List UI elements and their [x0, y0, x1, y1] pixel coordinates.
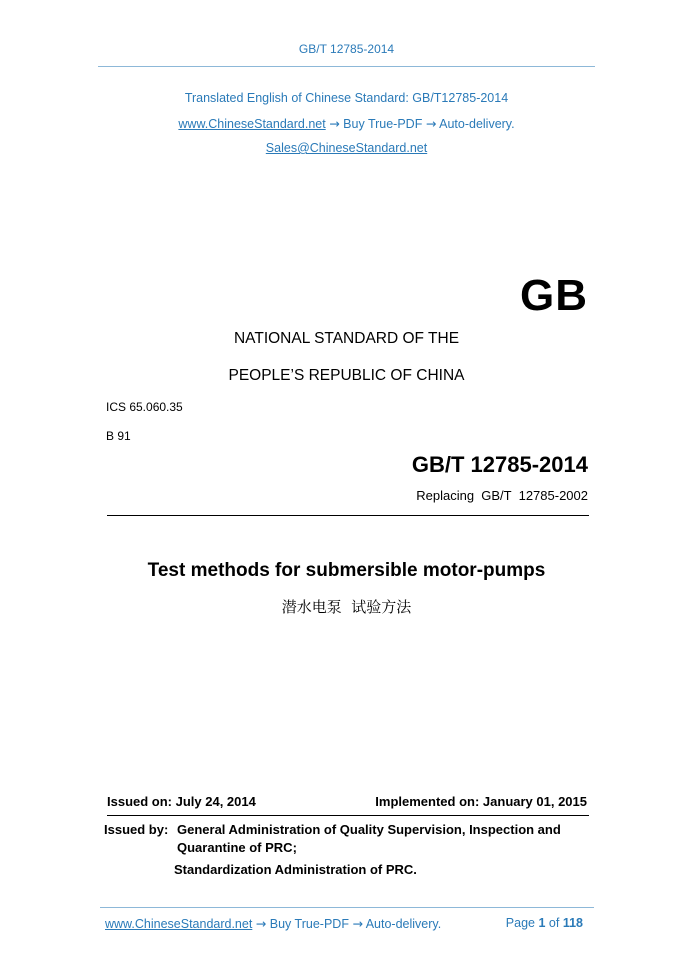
- arrow-right-icon: →: [255, 916, 267, 931]
- header-divider: [98, 66, 595, 67]
- sales-email-link[interactable]: Sales@ChineseStandard.net: [265, 141, 428, 155]
- footer-buy-true-pdf-text: Buy True-PDF: [269, 917, 349, 931]
- classification-code: B 91: [106, 429, 131, 443]
- standard-number: GB/T 12785-2014: [411, 452, 588, 477]
- page-current: 1: [538, 916, 546, 930]
- arrow-right-icon: →: [425, 116, 437, 131]
- dates-divider: [107, 815, 589, 816]
- number-divider: [107, 515, 589, 516]
- buy-true-pdf-text: Buy True-PDF: [343, 117, 423, 131]
- purchase-line: [0, 116, 693, 131]
- arrow-right-icon: →: [329, 116, 340, 131]
- footer-purchase-line: [105, 916, 441, 931]
- national-standard-line2: PEOPLE’S REPUBLIC OF CHINA: [228, 367, 465, 384]
- translation-notice: Translated English of Chinese Standard: GB/T12785-2014: [184, 91, 509, 105]
- issued-by-label: Issued by:: [104, 822, 169, 837]
- page-total: 118: [562, 916, 583, 930]
- title-english: Test methods for submersible motor-pumps: [147, 560, 546, 581]
- implemented-on-date: Implemented on: January 01, 2015: [375, 794, 587, 809]
- of-label: of: [548, 916, 560, 930]
- footer-divider: [100, 907, 594, 908]
- replacing-standard: Replacing GB/T 12785-2002: [416, 488, 588, 503]
- gb-mark: GB: [520, 271, 588, 320]
- footer-site-link[interactable]: www.ChineseStandard.net: [105, 917, 253, 931]
- title-chinese: 潜水电泵 试验方法: [281, 598, 412, 616]
- issued-by-line2: Quarantine of PRC;: [177, 840, 297, 855]
- running-header-title: GB/T 12785-2014: [298, 42, 395, 56]
- issued-on-date: Issued on: July 24, 2014: [107, 794, 256, 809]
- ics-code: ICS 65.060.35: [106, 400, 183, 414]
- site-link[interactable]: www.ChineseStandard.net: [178, 117, 326, 131]
- national-standard-line1: NATIONAL STANDARD OF THE: [233, 330, 460, 347]
- footer-auto-delivery-text: Auto-delivery.: [365, 917, 442, 931]
- sales-line: [0, 141, 693, 155]
- page-indicator: [506, 916, 583, 930]
- page-label: Page: [505, 916, 535, 930]
- auto-delivery-text: Auto-delivery.: [439, 117, 515, 131]
- issued-by-line1: General Administration of Quality Supervision, Inspection and: [177, 822, 561, 837]
- arrow-right-icon: →: [352, 916, 363, 931]
- issued-by-line3: Standardization Administration of PRC.: [174, 862, 417, 877]
